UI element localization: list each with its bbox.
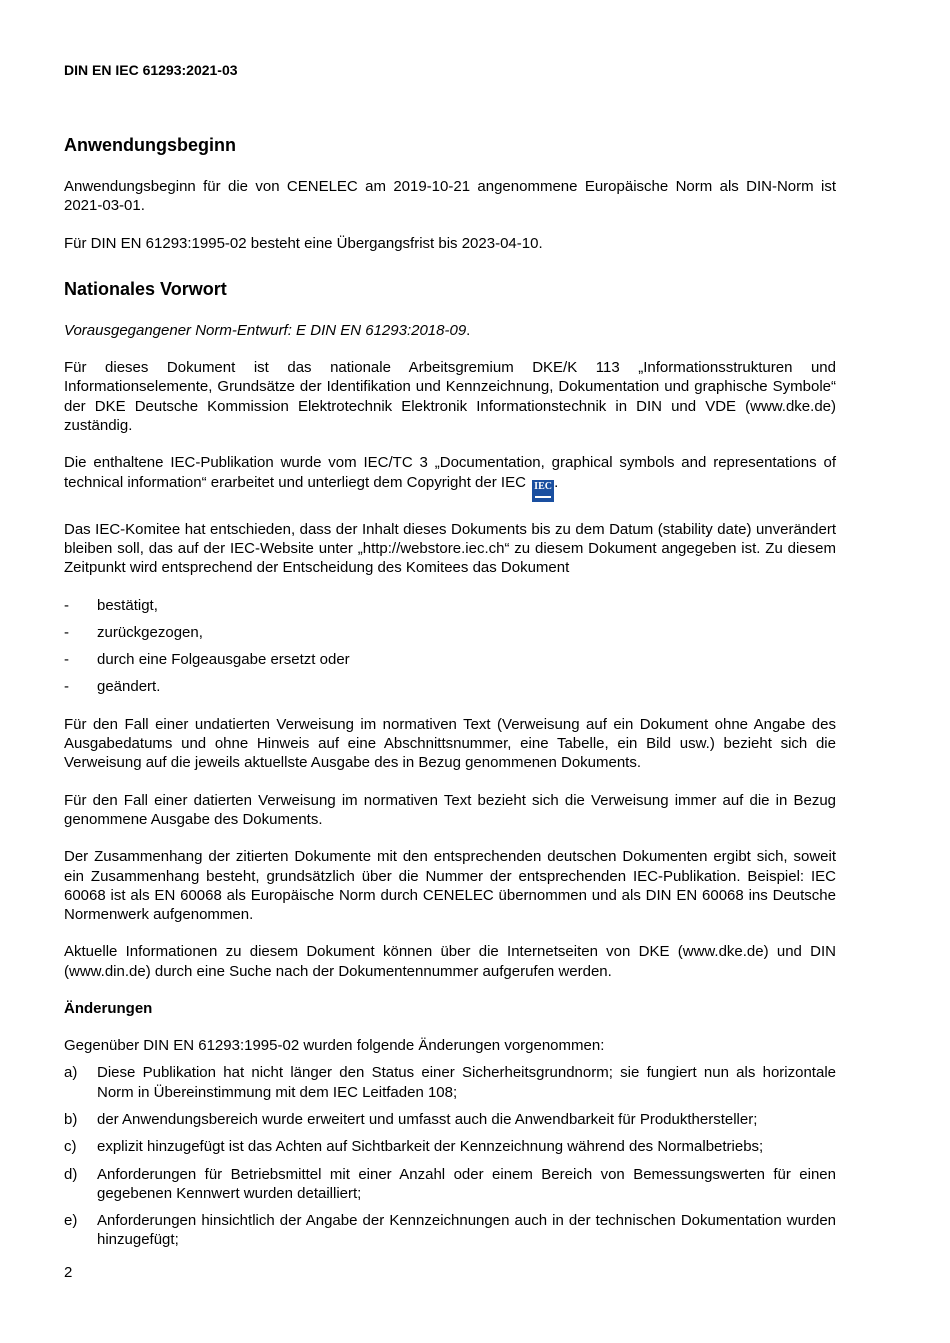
stability-options-list	[64, 596, 836, 697]
list-item	[64, 1211, 836, 1250]
list-marker: d)	[64, 1165, 78, 1183]
section-title-nationales-vorwort: Nationales Vorwort	[64, 278, 227, 299]
draft-note-suffix: .	[466, 321, 471, 339]
paragraph-transition-period: Für DIN EN 61293:1995-02 besteht eine Übergangsfrist bis 2023-04-10.	[64, 234, 543, 252]
paragraph-iec-publication	[64, 453, 836, 501]
list-item	[64, 1110, 836, 1129]
changes-list	[64, 1063, 836, 1249]
paragraph-application-start: Anwendungsbeginn für die von CENELEC am 2019-10-21 angenommene Europäische Norm als DIN-Norm ist 2021-03-01.	[64, 178, 836, 215]
dash-marker: -	[64, 623, 69, 641]
paragraph-stability-date: Das IEC-Komitee hat entschieden, dass der Inhalt dieses Dokuments bis zu dem Datum (stability date) unverändert bleiben soll, das auf der IEC-Website unter „http://webstore.iec.ch“ zu diesem Dokument angegeben ist. Zu diesem Zeitpunkt wird entsprechend der Entscheidung des Komitees das Dokument	[64, 520, 836, 577]
list-item	[64, 650, 836, 669]
list-item	[64, 596, 836, 615]
list-item-text: Diese Publikation hat nicht länger den Status einer Sicherheitsgrundnorm; sie fungiert nun als horizontale Norm in Übereinstimmung mit dem IEC Leitfaden 108;	[97, 1064, 836, 1101]
list-item-text: Anforderungen für Betriebsmittel mit einer Anzahl oder einem Bereich von Bemessungswerten für einen gegebenen Kennwert wurden detailliert;	[97, 1165, 836, 1202]
paragraph-current-info: Aktuelle Informationen zu diesem Dokument können über die Internetseiten von DKE (www.dke.de) und DIN (www.din.de) durch eine Suche nach der Dokumentennummer aufgerufen werden.	[64, 943, 836, 980]
dash-marker: -	[64, 651, 69, 669]
list-item-text: Anforderungen hinsichtlich der Angabe der Kennzeichnungen auch in der technischen Dokumentation wurden hinzugefügt;	[97, 1212, 836, 1249]
dash-marker: -	[64, 596, 69, 614]
paragraph-committee: Für dieses Dokument ist das nationale Arbeitsgremium DKE/K 113 „Informationsstrukturen und Informationselemente, Grundsätze der Identifikation und Kennzeichnung, Dokumentation und graphische Symbole“ der DKE Deutsche Kommission Elektrotechnik Elektronik Informationstechnik in DIN und VDE (www.dke.de) zuständig.	[64, 359, 836, 435]
list-marker: a)	[64, 1064, 78, 1082]
iec-logo-text: IEC	[534, 480, 552, 492]
page-content	[64, 134, 836, 1258]
paragraph-changes-intro: Gegenüber DIN EN 61293:1995-02 wurden folgende Änderungen vorgenommen:	[64, 1037, 605, 1055]
iec-publication-text: Die enthaltene IEC-Publikation wurde vom IEC/TC 3 „Documentation, graphical symbols and representations of technical information“ erarbeitet und unterliegt dem Copyright der IEC	[64, 454, 836, 491]
list-item	[64, 1137, 836, 1156]
list-marker: b)	[64, 1110, 78, 1128]
list-item-text: geändert.	[97, 678, 161, 696]
paragraph-document-relation: Der Zusammenhang der zitierten Dokumente mit den entsprechenden deutschen Dokumenten ergibt sich, soweit ein Zusammenhang besteht, grundsätzlich über die Nummer der entsprechenden IEC-Publikation. Beispiel: IEC 60068 ist als EN 60068 als Europäische Norm durch CENELEC übernommen und als DIN EN 60068 ins Deutsche Normenwerk aufgenommen.	[64, 848, 836, 924]
list-marker: e)	[64, 1212, 78, 1230]
paragraph-dated-reference: Für den Fall einer datierten Verweisung im normativen Text bezieht sich die Verweisung immer auf die in Bezug genommene Ausgabe des Dokuments.	[64, 791, 836, 828]
section-title-anwendungsbeginn: Anwendungsbeginn	[64, 135, 236, 155]
section-title-aenderungen: Änderungen	[64, 1000, 153, 1018]
iec-logo-icon	[532, 480, 554, 502]
dash-marker: -	[64, 678, 69, 696]
list-item	[64, 623, 836, 642]
paragraph-undated-reference: Für den Fall einer undatierten Verweisung im normativen Text (Verweisung auf ein Dokument ohne Angabe des Ausgabedatums und ohne Hinweis auf eine Abschnittsnummer, eine Tabelle, ein Bild usw.) bezieht sich die Verweisung auf die jeweils aktuellste Ausgabe des in Bezug genommenen Dokuments.	[64, 715, 836, 772]
list-item-text: der Anwendungsbereich wurde erweitert und umfasst auch die Anwendbarkeit für Produkthersteller;	[97, 1110, 758, 1128]
list-item	[64, 677, 836, 696]
draft-note-text: Vorausgegangener Norm-Entwurf: E DIN EN 61293:2018-09	[64, 321, 467, 339]
list-item-text: durch eine Folgeausgabe ersetzt oder	[97, 651, 350, 669]
list-marker: c)	[64, 1138, 77, 1156]
page-number: 2	[64, 1264, 73, 1281]
paragraph-draft-note	[64, 321, 836, 340]
iec-publication-suffix: .	[554, 473, 559, 491]
list-item	[64, 1165, 836, 1204]
list-item-text: explizit hinzugefügt ist das Achten auf Sichtbarkeit der Kennzeichnung während des Normalbetriebs;	[97, 1138, 764, 1156]
list-item-text: zurückgezogen,	[97, 623, 203, 641]
list-item-text: bestätigt,	[97, 596, 158, 614]
list-item	[64, 1063, 836, 1102]
document-id-header: DIN EN IEC 61293:2021-03	[64, 62, 238, 78]
